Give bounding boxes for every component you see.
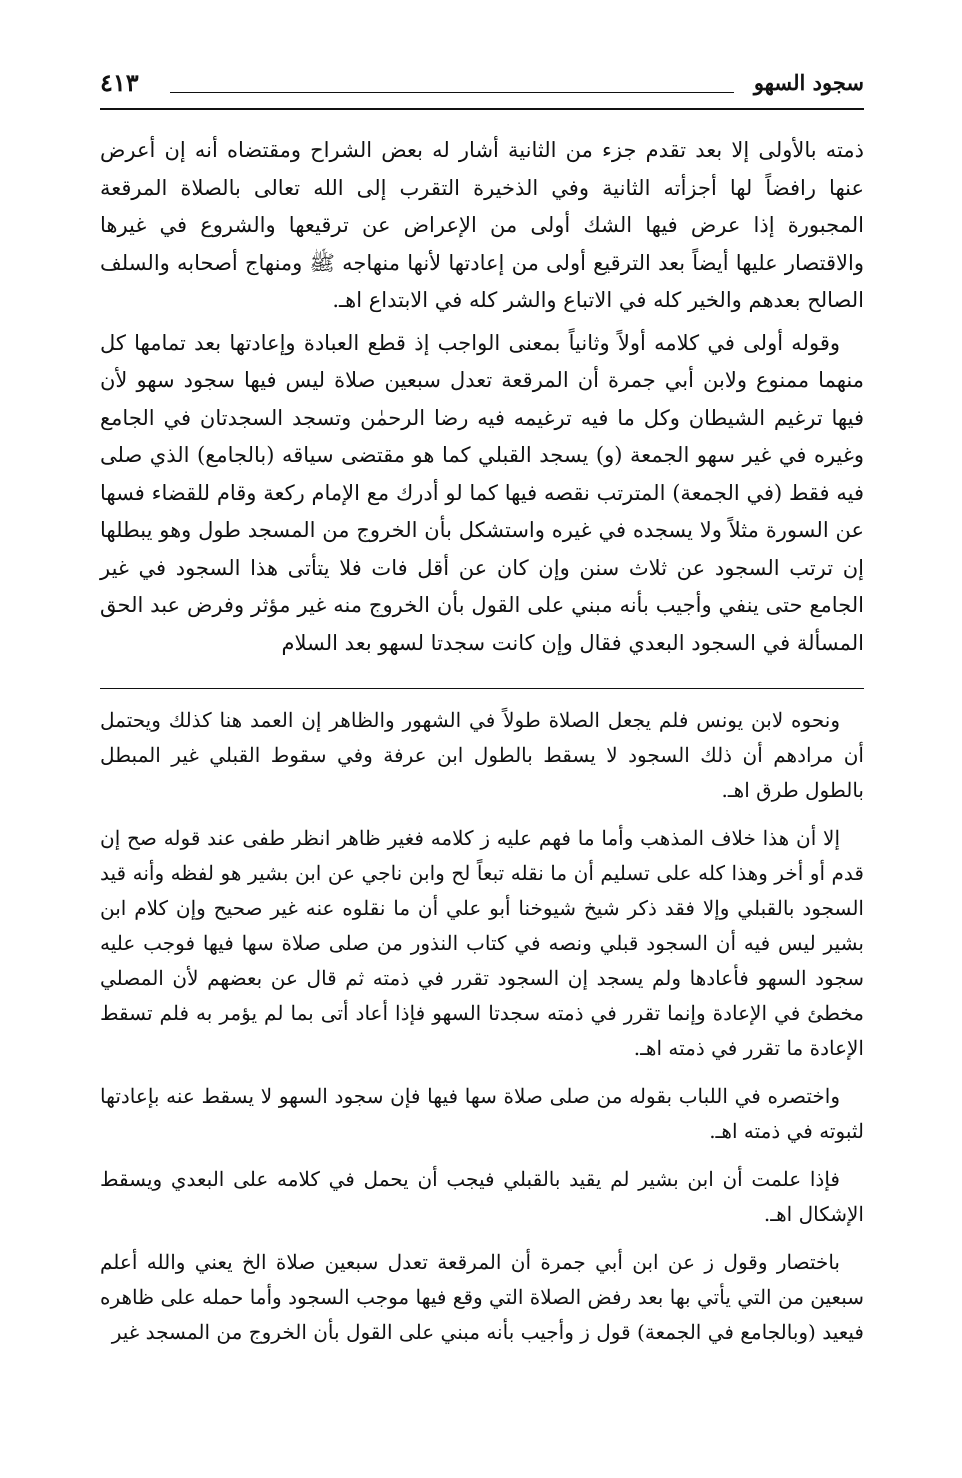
footnote-paragraph: واختصره في اللباب بقوله من صلى صلاة سها فيها فإن سجود السهو لا يسقط عنه بإعادتها لثبوته في ذمته اهـ. (100, 1084, 864, 1143)
document-page (100, 62, 864, 1350)
page-number: ٤١٣ (100, 68, 149, 97)
footnote-paragraph: ونحوه لابن يونس فلم يجعل الصلاة طولاً في الشهور والظاهر إن العمد هنا كذلك ويحتمل أن مرادهم أن ذلك السجود لا يسقط بالطول ابن عرفة وفي سقوط القبلي غير المبطل بالطول طرق اهـ. (100, 708, 864, 802)
main-paragraph: ذمته بالأولى إلا بعد تقدم جزء من الثانية أشار له بعض الشراح ومقتضاه أنه إن أعرض عنها رافضاً لها أجزأته الثانية وفي الذخيرة التقرب إلى الله تعالى بالصلاة المرقعة المجبورة إذا عرض فيها الشك أولى من الإعراض عن ترقيعها والشروع في غيرها والاقتصار عليها أيضاً بعد الترقيع أولى من إعادتها لأنها منهاجه ﷺ ومنهاج أصحابه والسلف الصالح بعدهم والخير كله في الاتباع والشر كله في الابتداع اهـ. (100, 138, 864, 312)
header-rule (170, 92, 734, 93)
footnote-paragraph: باختصار وقول ز عن ابن أبي جمرة أن المرقعة تعدل سبعين صلاة الخ يعني والله أعلم سبعين من التي يأتي بها بعد رفض الصلاة التي وقع فيها موجب السجود وأما حمله على ظاهره فيعيد (وبالجامع في الجمعة) قول ز وأجيب بأنه مبني على القول بأن الخروج من المسجد غير (100, 1250, 864, 1344)
footnote-paragraph: إلا أن هذا خلاف المذهب وأما ما فهم عليه ز كلامه فغير ظاهر انظر طفى عند قوله صح إن قدم أو أخر وهذا كله على تسليم أن ما نقله تبعاً لح وابن ناجي عن ابن بشير هو لفظه وأنه قيد السجود بالقبلي وإلا فقد ذكر شيخ شيوخنا أبو علي أن ما نقلوه عنه غير صحيح وإن كلام ابن بشير ليس فيه أن السجود قبلي ونصه في كتاب النذور من صلى صلاة سها فيها فوجب عليه سجود السهو فأعادها ولم يسجد إن السجود تقرر في ذمته ثم قال عن بعضهم لأن المصلي مخطئ في الإعادة وإنما تقرر في ذمته سجدتا السهو فإذا أعاد أتى بما لم يؤمر به فلم تسقط الإعادة ما تقرر في ذمته اهـ. (100, 826, 864, 1060)
footnote-divider (100, 688, 864, 689)
footnotes (100, 703, 864, 1350)
chapter-title: سجود السهو (744, 70, 864, 95)
main-text (100, 132, 864, 662)
footnote-paragraph: فإذا علمت أن ابن بشير لم يقيد بالقبلي فيجب أن يحمل في كلامه على البعدي ويسقط الإشكال اهـ. (100, 1167, 864, 1226)
main-paragraph: وقوله أولى في كلامه أولاً وثانياً بمعنى الواجب إذ قطع العبادة وإعادتها بعد تمامها كل منهما ممنوع ولابن أبي جمرة أن المرقعة تعدل سبعين صلاة ليس فيها سجود سهو لأن فيها ترغيم الشيطان وكل ما فيه ترغيمه فيه رضا الرحمٰن وتسجد السجدتان في الجامع وغيره في غير سهو الجمعة (و) يسجد القبلي كما هو مقتضى سياقه (بالجامع) الذي صلى فيه فقط (في الجمعة) المترتب نقصه فيها كما لو أدرك مع الإمام ركعة وقام للقضاء فسها عن السورة مثلاً ولا يسجده في غيره واستشكل بأن الخروج من المسجد طول وهو يبطلها إن ترتب السجود عن ثلاث سنن وإن كان عن أقل فات فلا يتأتى هذا السجود في غير الجامع حتى ينفي وأجيب بأنه مبني على القول بأن الخروج منه غير مؤثر وفرض عبد الحق المسألة في السجود البعدي فقال وإن كانت سجدتا لسهو بعد السلام (100, 330, 864, 655)
running-header (100, 62, 864, 110)
